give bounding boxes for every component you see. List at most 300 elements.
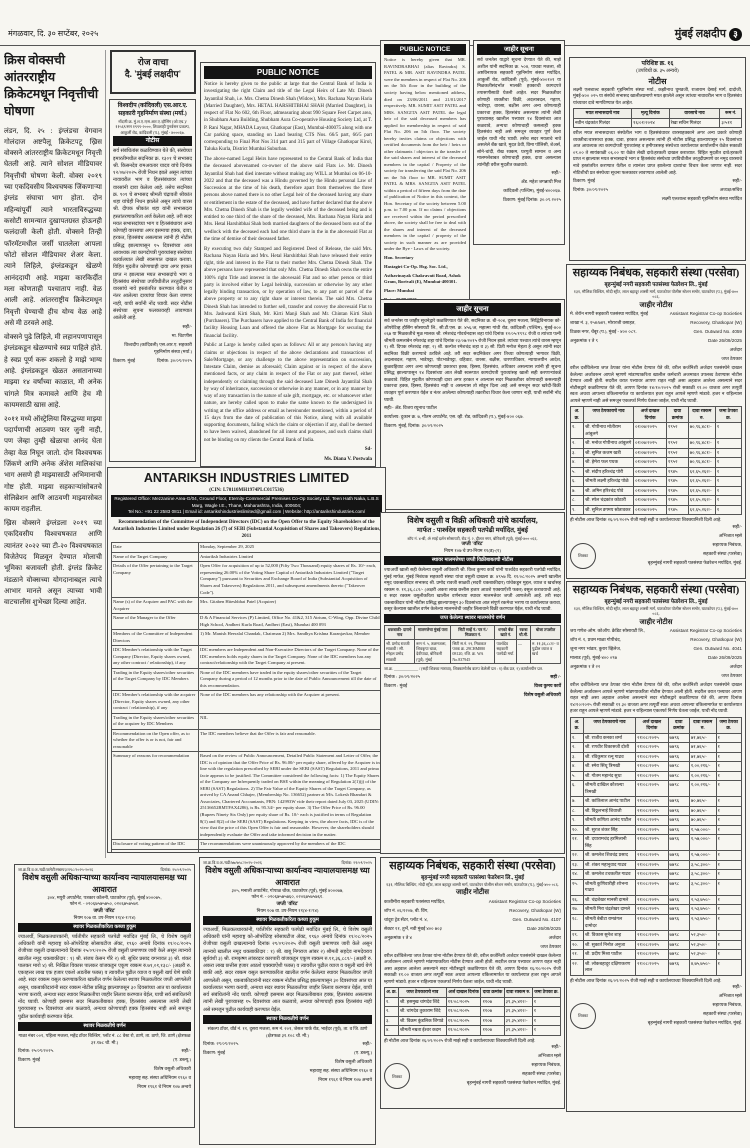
table-cell: श्री. रणधीर विकासजी दोशी xyxy=(583,743,635,753)
table-cell: १ xyxy=(715,467,741,477)
table-cell: १ xyxy=(715,423,741,439)
footer-left xyxy=(384,674,420,701)
table-row xyxy=(112,840,382,850)
court-title: विशेष वसुली अधिकाऱ्याच्या कार्यान्वय न्यायालयासमक्ष च्या आवारात xyxy=(205,866,370,887)
table-cell: ७७९६ xyxy=(668,914,689,930)
paragraph: मालाड (पूर्व), मुंबई-४०० ०९७ xyxy=(570,655,618,661)
table-cell: ७७९६ xyxy=(668,806,689,816)
footer-right xyxy=(662,178,742,205)
paragraph: लंडन, दि. २५ : इंग्लंडचा वेगवान गोलंदाज अष्टपैलू क्रिकेटपटू ख्रिस वोक्सने आंतरराष्ट्रीय क्रिकेटमधून निवृत्ती घेतली आहे. त्याने सोशल मीडियावर निवृत्तीची घोषणा केली. वोक्स २०१९ च्या एकदिवसीय विश्वचषक जिंकणाऱ्या इंग्लंड संघाचा भाग होता. दोन महिन्यांपूर्वी त्याने भारताविरुद्धच्या कसोटी सामन्यात दुखापतग्रस्त होऊनही फलंदाजी केली होती. वोक्सने तिन्ही फॉरमॅटमधील जर्सी घातलेला आपला फोटो सोशल मीडियावर शेअर केला. त्याने लिहिले, इंग्लंडकडून खेळणे आनंददायी आहे. माझ्या कारकिर्दीत मला कोणताही पश्चाताप नाही. वेळ आली आहे. आंतरराष्ट्रीय क्रिकेटमधून निवृत्ती घेण्याची हीच योग्य वेळ आहे असे मी ठरवले आहे. xyxy=(4,126,102,328)
table-cell: बोजा तपशील xyxy=(531,625,561,639)
table-cell: ११/०८/२०२५ xyxy=(446,1016,481,1026)
parishisht-line2: (उपविधी क्र. ३५ अन्वये) xyxy=(636,69,679,75)
table-cell: ०१/०७/२०२५ xyxy=(634,486,667,496)
registrar-en-block xyxy=(670,628,742,682)
warrant-line: जप्ती 'वॉरंट' xyxy=(276,901,299,907)
table-cell: Name of the Manager to the Offer xyxy=(112,614,199,630)
table-cell: १,००,२१६/- xyxy=(689,771,716,781)
table-cell: ७७९८ xyxy=(668,781,689,797)
table-row xyxy=(571,733,742,743)
table-cell: श्रीमती लक्ष्मी हरिश्चंद्र पोळे xyxy=(584,477,634,487)
article-body xyxy=(4,126,102,609)
paragraph: Ms. Diana V. Postwala xyxy=(324,457,372,463)
table-cell: None of the IDC members have traded in the equity shares/other securities of the Target Company during a period of 12 months prior to the date of Public Announcement till the date of this recommendation. xyxy=(199,668,382,691)
table-cell: ३. xyxy=(571,752,584,762)
table-cell: Antariksh Industries Limited xyxy=(199,552,382,562)
table-cell: ७७९६ xyxy=(668,816,689,826)
paragraph: जप्त ठेपकार xyxy=(721,356,742,362)
table-cell: २१/०८/२०२५ xyxy=(636,733,668,743)
table-cell: २१/०८/२०२५ xyxy=(636,895,668,905)
jahir-suchana-title: जाहीर सूचना xyxy=(384,303,561,316)
registrar-address: १३१, मौलिक बिल्डिंग, मोदी स्ट्रीट, लाल बहादूर शास्त्री मार्ग, घाटकोपर पोलीस स्टेशन समोर, घाटकोपर (प.), मुंबई-४०० ०८६. xyxy=(386,881,559,887)
table-cell: १९५२ xyxy=(666,448,688,458)
table-cell: १ xyxy=(715,486,741,496)
table-cell: ३. xyxy=(385,1016,399,1026)
ref-date: दिनांक: २९/०९/२०२५ xyxy=(341,860,372,865)
table-cell: ६२,६५,२६२/- xyxy=(688,477,715,487)
table-row xyxy=(571,914,742,930)
table-cell: १ xyxy=(716,752,741,762)
table-cell: ६२,६५,२६२/- xyxy=(688,496,715,506)
table-cell: श्री. प्रमोद रावजी साळवी / सौ. स्नेहल प्रमोद साळवी xyxy=(385,639,415,664)
paragraph: Date 26/09/2025 xyxy=(708,655,742,661)
contact-line: Tel No.: +91 22 2583 0811 | Email id: antarikshindustrieslimited@gmail.com | Website: http://antarikshindustries.com/ xyxy=(127,509,366,515)
masthead xyxy=(8,28,742,42)
public-notice-signoff xyxy=(204,446,372,467)
public-notice-postwala xyxy=(200,62,376,467)
paragraph: सहकारी संस्था (परसेवा) xyxy=(703,1011,742,1017)
table-cell: दावा रक्कम रु. xyxy=(688,407,715,423)
table-cell: श्रीमती दाखिल कौशल्या त्रिमखी xyxy=(583,781,635,797)
table-cell: श्री. विक्रम कुंडलिक शिंगाडे xyxy=(398,1016,446,1026)
table-row xyxy=(571,905,742,915)
table-row xyxy=(112,849,382,853)
table-cell: श्री. विठ्ठलभाई शिवाजी xyxy=(583,806,635,816)
table-cell: २१/०८/२०२५ xyxy=(636,931,668,941)
footer-right xyxy=(524,674,561,701)
table-cell: ६२,६५,२६२/- xyxy=(688,486,715,496)
table-cell: ५२,३५०/- xyxy=(689,940,716,950)
notice-signoff xyxy=(113,324,192,355)
table-cell: १८. xyxy=(571,914,584,930)
court-phone: फोन नं. - ०२०६७५७५७६०, ०२०६७५७५७६१. xyxy=(251,894,324,900)
table-row xyxy=(571,806,742,816)
notice-body: ज्याअर्थी, मिळकतधारकांनी, पर्वतीपीर सहकारी पतपेढी मर्यादित मुंबई लि., चे विशेष वसुली अधिकारी यांनी महाराष्ट्र को-ऑपरेटिव्ह सोसायटीज ॲक्ट, १९६० अन्वये दिनांक ११/०८/२०२५ रोजीच्या वसुली दाखल्यान्वये दिनांक २९/०९/२०२५ रोजी वसुली प्रमाणपत्र जारी केले असून त्यान्वये खालील नमूद थकबाकीदार : १) श्री. बाबू निगराज आंबर २) श्रीमती सहदेव नामदेवराव सुर्यवंशी ३) श्री. रामकृष्ण लांबरदार कारपारी यांजकडून एकूण रक्कम रु.११,३६,८८१/- (अक्षरी रु. अकरा लाख छत्तीस हजार आठशे एक्क्याऐंशी फक्त) व त्यावरील पुढील व्याज व वसुली खर्च येणे बाकी आहे. सदर रक्कम वसूल करण्याकरिता खालील वर्णन केलेल्या स्थावर मिळकतीवर जप्ती आणलेली असून, थकबाकीदारांनी सदर रक्कम नोटीस प्रसिद्ध झाल्यापासून ३० दिवसांच्या आत या कार्यालयात भरणा करावी, अन्यथा सदर स्थावर मिळकतीचा जाहीर लिलाव करण्यात येईल, याची सर्व संबंधितांनी नोंद घ्यावी. कोणाही इसमास सदर मिळकतीबाबत हक्क, हितसंबंध असल्यास त्यांनी लेखी पुराव्यासह १५ दिवसांच्या आत कळवावे, अन्यथा कोणाचाही हक्क हितसंबंध नाही असे समजून पुढील कार्यवाही करण्यात येईल. xyxy=(203,927,372,1013)
ref-date: दिनांक: २५/०९/२०२५ xyxy=(160,867,191,872)
table-cell: ७०,७६५/- xyxy=(689,797,716,807)
sahayyak-nibandhak-notice-1 xyxy=(566,264,746,579)
table-cell: २२. xyxy=(571,959,584,975)
public-notice-body: Notice is hereby given that MR. RAVINDRABHAI (alias Ravindra) S. PATEL & MR. ASIT RAVINDRA PATEL were the members in respect of Flat No. 206 on the 5th floor in the building of the society having below mentioned address, died on 23/06/2011 and 21/01/2017 respectively. MR. SUMIT ASIT PATEL and MRS. SANGITA ASIT PATEL the legal heir of the said deceased members has applied for membership in respect of said Flat No. 206 on 5th floor. The society hereby invites claims or objections with certified documents from the heir / heirs or other claimants / objectors to the transfer of the said shares and interest of the deceased members in the capital / Property of the society for transferring the said Flat No. 206 on the 5th floor to MR. SUMIT ASIT PATEL & MRS. SANGITA ASIT PATEL within a period of fifteen days from the date of publication of Notice in this context, the Hon. Secretary of the society between 5.00 p.m. to 7.00 p.m. If no claims / objections are received within the period prescribed above, the society shall be free to deal with the shares and interest of the deceased members in the capital / property of the society in such manner as are provided under the Bye - Laws of the society. xyxy=(384,57,466,252)
table-cell: श्री. शंकर महानुवाद गाढव xyxy=(583,860,635,870)
paragraph: अनुक्रमांक १ ते २२ xyxy=(570,664,601,670)
antariksh-announcement xyxy=(107,467,386,853)
table-cell: ०१/०७/२०२५ xyxy=(634,458,667,468)
rule-line: नियम १०७ वा. उप-नियम ११(४-१/९४) xyxy=(256,908,319,914)
table-cell: ६. xyxy=(571,477,584,487)
table-cell: श्री. कांतिलाल आनंद पाटील xyxy=(583,797,635,807)
paragraph: Asthavinayak Chakravati Road, Ashok Gram, Borivali (E), Mumbai-400301. xyxy=(384,272,461,285)
table-cell: श्रीमती मिरा चंद्रशेखर दामले xyxy=(583,905,635,915)
registrar-address: १३१, मौलिक बिल्डिंग, मोदी स्ट्रीट, लाल बहादूर शास्त्री मार्ग, घाटकोपर पोलीस स्टेशन समोर, घाटकोपर (प.), मुंबई-४०० ०८६. xyxy=(573,288,739,300)
notice-footer xyxy=(113,358,192,365)
parishisht-intro: लक्ष्मी एलशाल्ट सहकारी गृहनिर्माण संस्था मर्या., कझीनाथ घुमडजी, राजाराम देसाई मार्ग, दादोजी, मुंबई-४०० ०२५ या संस्थेचे सभासद खालीलप्रमाणे मयत झालेले असून त्यांच्या नावावरील भाग व हितसंबंध यांच्यावर दावे मागविण्यात येत आहेत. xyxy=(573,86,742,105)
table-cell: श्री. सुनिल डगमय स्रोतावकर xyxy=(584,505,634,515)
paragraph: सही/- ॲड. विजय रघुनाथ पाटील xyxy=(384,405,437,411)
applicant-block xyxy=(384,899,445,953)
paragraph: ठिकाण: मुंबई दिनांक: ३०.०९.२०२५ xyxy=(503,197,561,203)
roj-vacha-line2: दै. 'मुंबई लक्षदीप' xyxy=(124,69,182,80)
table-cell: ८. xyxy=(571,496,584,506)
table-row xyxy=(571,879,742,895)
table-cell: १ xyxy=(715,505,741,515)
table-cell: १ xyxy=(716,940,741,950)
paragraph: ॲड. महेश जगन्नाथी मिश्र xyxy=(521,179,561,185)
table-cell: ०१/०७/२०२५ xyxy=(634,477,667,487)
table-cell: ३. xyxy=(571,448,584,458)
table-cell: वारसाचे नाव xyxy=(669,109,720,119)
table-cell: ७०,७६५/- xyxy=(689,806,716,816)
table-cell: श्री. लोकबहादुर दक्षिणकरण लाल xyxy=(583,959,635,975)
jahir-suchana-signoff xyxy=(384,405,561,430)
table-row xyxy=(112,646,382,669)
table-row xyxy=(571,717,742,733)
table-cell: १ xyxy=(715,448,741,458)
paragraph: सही/- xyxy=(732,523,742,529)
table-cell: २१/०८/२०२५ xyxy=(636,905,668,915)
paragraph: सही/- xyxy=(362,1041,372,1047)
table-cell: ९. xyxy=(571,505,584,515)
table-cell: ७१,७६५/- xyxy=(689,743,716,753)
paragraph: बृहन्मुंबई नागरी सहकारी पतसंस्था फेडरेशन मर्यादित, मुंबई. xyxy=(466,1080,561,1086)
office-title: विशेष वसुली व विक्री अधिकारी यांचे कार्यालय, xyxy=(407,516,538,525)
table-cell: जमा ठेपका क्र. xyxy=(532,988,560,998)
table-cell: ७७९६ xyxy=(668,835,689,851)
page-number-badge: ३ xyxy=(729,28,742,41)
registrar-subtitle: बृहन्मुंबई नगरी सहकारी पतसंस्था फेडरेशन लि., मुंबई xyxy=(604,598,708,605)
table-cell: १ xyxy=(716,905,741,915)
table-cell: २०. xyxy=(571,940,584,950)
paragraph: नियम १९६१ चे नियम १०७ अन्वये xyxy=(318,1077,372,1083)
table-cell: १९४५ xyxy=(666,496,688,506)
notice-body: ज्याअर्थी, मिळकतधारकांनी, पर्वतीपीर सहकारी पतपेढी मर्यादित मुंबई लि., चे विशेष वसुली अधिकारी यांनी महाराष्ट्र को-ऑपरेटिव्ह सोसायटीज ॲक्ट, १९६० अन्वये दिनांक ११/०८/२०२५ रोजीच्या वसुली दाखल्यान्वये दिनांक २५/०९/२०२५ रोजी वसुली प्रमाणपत्र जारी केले असून त्यान्वये खालील नमूद थकबाकीदार : १) श्री. संजय केसन गौरे २) श्री. सुधिर प्रसाद यगनावत ३) श्री. शंकर पालकर मारो ४) श्री. निखिल विकास पालकर यांजकडून एकूण रक्कम रु.७१,०१,१३८/- (अक्षरी रु. एकाहत्तर लाख एक हजार एकशे अडतीस फक्त) व त्यावरील पुढील व्याज व वसुली खर्च येणे बाकी आहे. सदर रक्कम वसूल करण्याकरिता खालील वर्णन केलेल्या स्थावर मिळकतीवर जप्ती आणलेली असून, थकबाकीदारांनी सदर रक्कम नोटीस प्रसिद्ध झाल्यापासून ३० दिवसांच्या आत या कार्यालयात भरणा करावी, अन्यथा सदर स्थावर मिळकतीचा जाहीर लिलाव करण्यात येईल, याची सर्व संबंधितांनी नोंद घ्यावी. कोणाही इसमास सदर मिळकतीबाबत हक्क, हितसंबंध असल्यास त्यांनी लेखी पुराव्यासह १५ दिवसांच्या आत कळवावे, अन्यथा कोणाचाही हक्क हितसंबंध नाही असे समजून पुढील कार्यवाही करण्यात येईल. xyxy=(18,934,191,1020)
bar-property-description: जप्त केलेल्या स्थावर मालमत्तेचे वर्णन xyxy=(384,614,561,623)
dotted-line: जा.क्र. ____________ / (सही शिक्का मारावा), शिक्कामोर्तब वाटप केलेली प्रत : १) बँक प्रत, २) कार्यालयीन प्रत. xyxy=(384,666,543,672)
table-row xyxy=(571,407,742,423)
sahayyak-nibandhak-notice-2 xyxy=(566,581,746,1112)
table-cell: श्री. गौतम महानंद सुधा xyxy=(583,771,635,781)
table-cell: ६२,६५,२६२/- xyxy=(688,505,715,515)
table-cell: १९४५ xyxy=(666,486,688,496)
table-cell: १,५७,०००/- xyxy=(689,851,716,861)
paragraph: Public at Large is hereby called upon as follows: All or any person/s having any claims or objections in respect of the above declarations and transactions of Sale/Mortgage, or any challenge to the above representation on succession, Intestate Claim, demise as aforesaid; Claim against or in respect of the above mentioned facts, or any claim in respect of the Flat or any part thereof, either independently or claiming through the said deceased Late Dinesh Jayantilal Shah by way of inheritance, succession or otherwise in any manner, or in any manner by way of any transaction in the nature of sale gift, mortgage, etc. or whatsoever other nature, are hereby called upon to make the same known to the undersigned in writing at the office address or email as hereinunder mentioned, within a period of 15 days from the date of publication of this Notice, along with all available supporting documents, failing which the claim or objection if any, shall be deemed to have been waived, abandoned for all intent and purposes, and such claims shall not be binding on my clients the Central Bank of India. xyxy=(204,343,372,443)
table-cell: ७. xyxy=(571,486,584,496)
notice-body: वरील दर्शविलेल्या जप्त ठेपका यांना नोटीस देण्यात येते की, वरील कर्जनिशी अर्जदार पतसंस्थेने दाखल केलेल्या अर्जावरून आपले म्हणणे मांडण्याकरिता नोटीस देण्यात आली होती. सदरील वरात पत्त्यावर आपण राहत नाही असा अहवाल आलेला असल्याने सदर नोटीसद्वारे कळविण्यात येते की, आपण दिनांक १४/१०/२०२५ रोजी सकाळी ११.३० वाजता अगर तत्पूर्वी स्वतः अथवा आपल्या वकिलामार्फत या कार्यालयात हजर राहून आपले म्हणणे मांडावे. हजर न राहिल्यास एकतर्फा निर्णय घेतला जाईल, याची नोंद घ्यावी. xyxy=(570,682,742,714)
table-cell: १६. xyxy=(571,895,584,905)
table-cell: १ xyxy=(715,477,741,487)
roj-vacha-line1: रोज वाचा xyxy=(137,57,169,67)
table-cell: १. xyxy=(385,997,399,1007)
table-cell: अ. क्र. xyxy=(571,717,584,733)
paragraph: By executing two duly Stamped and Registered Deed of Release, the said Mrs. Rachana Nayan Haria and Mrs. Hetal Harshitbhai Shah have released their entire right, title and interest in the Flat to their mother Mrs. Chetna Dinesh Shah. The above persons have represented that only Mrs. Chetna Dinesh Shah owns the entire 100% right Title and interest in the abovesaid Flat and no other person or third party is involved either by Legal heirship, succession or otherwise by any other legally binding transaction, or by operation of law, to any part or parcel of the above property or to any right share or interest therein. The said Mrs. Chetna Dinesh Shah has intended to further sell, transfer and convey the abovesaid Flat to Mrs. Jashwanti Kirti Shah, Mr. Kirti Manji Shah and Mr. Chintan Kirti Shah (Purchasers). The Purchasers have applied to the Central Bank of India for financial facility Housing Loan and offered the above Flat as Mortgage for securing the financial facility. xyxy=(204,246,372,339)
office-subtitle: मार्फत : पार्श्वदेव सहकारी पतपेढी मर्यादित, मुंबई xyxy=(417,527,528,535)
table-cell xyxy=(112,849,199,853)
table-cell: २१/०८/२०२५ xyxy=(636,940,668,950)
table-cell: ३/५११ xyxy=(720,118,742,128)
table-cell: १४. xyxy=(571,870,584,880)
table-row xyxy=(571,486,742,496)
table-row xyxy=(571,781,742,797)
public-notice-hastagiri xyxy=(380,40,470,327)
table-cell: ६. xyxy=(571,781,584,797)
jahir-notice-label: जाहीर नोटीस xyxy=(639,300,673,309)
sign-row xyxy=(570,984,742,1029)
table-cell: अर्ज दाखल दिनांक xyxy=(634,407,667,423)
table-cell: ३,५८,३००/- xyxy=(689,870,716,880)
table-row xyxy=(112,630,382,646)
table-cell: १६/०१/२०२४ xyxy=(632,118,670,128)
table-cell: १५. xyxy=(571,879,584,895)
table-row xyxy=(571,825,742,835)
table-cell: १ xyxy=(532,1026,560,1036)
paragraph: Gen. Outward No. 4107 xyxy=(512,916,561,922)
table-cell: १ xyxy=(716,806,741,816)
table-cell: ३९,३५,४१२/- xyxy=(504,1026,532,1036)
table-cell: २१/०८/२०२५ xyxy=(636,851,668,861)
table-cell: ३,५८,३००/- xyxy=(689,879,716,895)
table-cell: १ xyxy=(532,1007,560,1017)
registrar-header: सहाय्यक निबंधक, सहकारी संस्था (परसेवा) xyxy=(572,584,740,596)
table-cell: श्री. चंद्रशेखर मानसी दामले xyxy=(583,895,635,905)
jahir-suchana-body: सर्व जनतेस या जाहीर सूचनेद्वारे कळविण्यात येते की, सदनिका क्र. बी-२०४, दुसरा मजला, सिद्धिविनायक को-ऑपरेटिव्ह हौसिंग सोसायटी लि., सी.टी.एस. क्र. ४५६/अ, महात्मा गांधी रोड, कांदिवली (पश्चिम), मुंबई-४०० ०६७ या मिळकतीचे मूळ मालक श्री. रमेशचंद्र गोवर्धनदास शहा यांचे दिनांक १२/०५/१९९८ रोजी व त्यांच्या पत्नी श्रीमती कमलाबेन रमेशचंद्र शहा यांचे दिनांक २३/०७/२०१५ रोजी निधन झाले. त्यांच्या पश्चात त्यांचे वारस म्हणून १) श्री. दिपक रमेशचंद्र शहा, २) श्री. कल्पेश रमेशचंद्र शहा व ३) सौ. प्रिती मनोज मेहता हे असून त्यांनी सदर सदनिका विक्री करण्याचे ठरविले आहे. तरी सदर सदनिकेवर अगर तिच्या कोणत्याही भागावर विक्री, अदलाबदल, गहाण, भाडेपट्टा, पोटभाडेपट्टा, वहिवाट, वारसा, बक्षीस, धारणाधिकार, न्यायालयीन आदेश, कुळवहिवाट अगर अन्य कोणत्याही प्रकारचा हक्क, हिस्सा, हितसंबंध, अधिकार असल्यास त्यांनी ही सूचना प्रसिद्ध झाल्यापासून १४ दिवसांच्या आत लेखी स्वरूपात कागदोपत्री पुराव्यांसह खाली सही करणाऱ्यांकडे कळवावे. विहित मुदतीत कोणाचाही दावा अगर हरकत न आल्यास सदर मिळकतीवर कोणाचाही कसल्याही प्रकारचा हक्क, हिस्सा, हितसंबंध नाही व असल्यास तो सोडून दिला आहे असे समजून सदर खरेदी-विक्री व्यवहार पूर्ण करण्यात येईल व नंतर आलेल्या कोणत्याही तक्रारीचा विचार केला जाणार नाही, याची सर्वांनी नोंद घ्यावी. xyxy=(384,318,561,402)
paragraph: सही /- xyxy=(550,673,561,679)
table-cell: Mrs. Gitaben Hiteshbhai Patel (Acquirer) xyxy=(199,598,382,614)
table-cell: IDC members are Independent and Non-Executive Directors of the Target Company. None of the IDC members holds equity shares in the Target Company. None of the IDC members has any contract/relationship with the Target Company at present. xyxy=(199,646,382,669)
bar-attachment: स्थावर मालमत्तेच्या जप्ती विक्रीबाबतची नोटीस xyxy=(384,556,561,565)
table-cell: दावा क्रमांक xyxy=(666,407,688,423)
table-cell xyxy=(199,849,382,853)
table-cell: ५. xyxy=(571,771,584,781)
paragraph: सहाय्यक निबंधक, xyxy=(531,1062,561,1068)
table-cell: ७७९८ xyxy=(668,870,689,880)
paragraph: महाराष्ट्र सह. संस्था अधिनियम १९६० व xyxy=(309,1068,372,1074)
paragraph: शॉप नं. ०६/१२०७, बी. विंग, xyxy=(384,907,429,913)
depositor-table xyxy=(570,717,742,976)
company-office-bar xyxy=(111,495,382,517)
paragraph: Date 26/09/2025 xyxy=(708,338,742,344)
paragraph: Recovery, Ghatkopar (W) xyxy=(509,907,561,913)
table-cell: मालमत्तेचा मुंबई पत्ता xyxy=(415,625,451,639)
paragraph: २०११ मध्ये ऑस्ट्रेलिया विरुद्धच्या माझ्या पदार्पणाची आठवण फार जुनी नाही, पण जेव्हा तुम्ही खेळाचा आनंद घेता तेव्हा वेळ निघून जातो. दोन विश्वचषक जिंकणे आणि अनेक ॲशेस मालिकांचा भाग असणे ही माझ्यासाठी अभिमानाची गोष्ट होती. माझ्या सहकाऱ्यांसोबतचे सेलिब्रेशन आणि आठवणी माझ्यासोबत कायम राहतील. xyxy=(4,414,102,514)
table-cell: जप्त ठेपकाराचे नाव xyxy=(398,988,446,998)
table-cell: श्री. प्रदीप मिश्रा पाटील xyxy=(583,950,635,960)
public-notice-body xyxy=(204,81,372,444)
court-address: ३०४, मयुरी अपार्टमेंट, पत्रकार कॉलनी, घाटकोपर (पूर्व), मुंबई ४०००७५, xyxy=(47,894,162,900)
table-cell: NIL xyxy=(199,713,382,729)
bar-possession-order: स्थावर मिळकतीकरिता कब्जा हुकूम xyxy=(203,916,372,925)
roj-vacha-box xyxy=(110,50,196,94)
table-cell: १०. xyxy=(571,825,584,835)
column-rule xyxy=(105,50,106,858)
registrar-subtitle: बृहन्मुंबई नगरी सहकारी पतसंस्था फेडरेशन लि., मुंबई xyxy=(421,874,524,881)
parishisht-line1: परिशिष्ट क्र. १६ xyxy=(641,61,674,67)
paragraph: अर्जदार xyxy=(729,664,742,670)
table-cell: Details of the Offer pertaining to the Target Company xyxy=(112,562,199,598)
paragraph: सही/- xyxy=(181,1048,191,1054)
table-cell: २. xyxy=(385,1007,399,1017)
table-row xyxy=(385,1007,561,1017)
table-cell: Name (s) of the Acquirer and PAC with the Acquirer xyxy=(112,598,199,614)
footer-note: ही नोटीस आज दिनांक २६/०९/२०२५ रोजी माझे सही व कार्यालयाच्या शिक्क्यानिशी दिली आहे. xyxy=(384,1037,536,1043)
table-cell: १९. xyxy=(571,931,584,941)
table-row xyxy=(112,552,382,562)
table-row xyxy=(571,439,742,449)
table-cell: ४. xyxy=(385,1026,399,1036)
notice-body: सर्व संबंधितांस कळविण्यात येते की, संस्थेच्या इमारतीमधील सदनिका क्र. १३०१ चे सभासद श्री. किसनदेव रामअवतार यादव यांचे दिनांक १२/०७/२०२५ रोजी निधन झाले असून त्यांच्या नावावरील भाग व हितसंबंधावर त्यांच्या वारसांनी दावा केलेला आहे. तसेच सदनिका क्र. ९०१ चे सभासद श्रीमती चंद्रावती श्रीकांत शहा यांचेही निधन झालेले असून त्यांचे वारस श्री. दीपक श्रीकांत शहा यांनी सभासदत्व हस्तांतरणाकरिता अर्ज केलेला आहे. तरी सदर मयत सभासदांच्या भाग व हितसंबंधावर अन्य कोणाही वारसाचा अगर इसमाचा हक्क, दावा, हरकत, हितसंबंध असल्यास त्यांनी ही नोटीस प्रसिद्ध झाल्यापासून १५ दिवसांच्या आत आवश्यक त्या कागदोपत्री पुराव्यांसह संस्थेच्या कार्यालयात लेखी स्वरूपात दाखल करावा. विहित मुदतीत कोणाचाही दावा अगर हरकत प्राप्त न झाल्यास मयत सभासदांचे भाग व हितसंबंध संस्थेच्या उपविधीतील तरतुदीनुसार वारसांचे नावे हस्तांतरित करण्यात येतील व नंतर आलेल्या दाव्यांचा विचार केला जाणार नाही, याची सर्वांनी नोंद घ्यावी. सदर नोटीस संस्थेच्या सूचना फलकावरही लावण्यात आलेली आहे. xyxy=(113,149,192,322)
table-row xyxy=(574,118,742,128)
parishisht-footer xyxy=(573,178,742,205)
place-line: ठिकाण: मुंबई xyxy=(113,357,135,363)
table-cell: २१/०८/२०२५ xyxy=(636,762,668,772)
table-cell: २१/०८/२०२५ xyxy=(636,781,668,797)
table-row xyxy=(571,505,742,515)
table-cell: श्रीमती नम्रता ईश्वर कदम xyxy=(398,1026,446,1036)
paragraph: ठिकाण: मुंबई xyxy=(573,178,595,184)
table-row xyxy=(385,1016,561,1026)
paragraph: Recovery, Ghatkopar (W) xyxy=(690,636,742,642)
footer-left xyxy=(18,1048,54,1093)
table-row xyxy=(112,543,382,553)
jahir-suchana-title: जाहीर सूचना xyxy=(477,44,561,55)
company-cin: (CIN: L70110MH1974PLC017536) xyxy=(209,487,284,493)
table-cell: रु. ११,३६,८८१/- व पुढील व्याज व खर्च xyxy=(531,639,561,664)
paragraph: Hon. Secretary xyxy=(384,254,414,260)
table-cell: १९४५ xyxy=(666,477,688,487)
table-cell: १९५२ xyxy=(666,458,688,468)
paragraph: शॉप नं. १, प्रथम माळा गोपीचंद, xyxy=(570,636,621,642)
table-row xyxy=(571,771,742,781)
notice-footer xyxy=(384,674,561,701)
table-cell: १९४५ xyxy=(666,505,688,515)
table-cell: १ xyxy=(715,496,741,506)
jahir-notice-label: जाहीर नोटीस xyxy=(639,617,673,626)
table-cell: २१/०८/२०२५ xyxy=(636,743,668,753)
paragraph: महाराष्ट्र सह. संस्था अधिनियम १९६० व xyxy=(128,1075,191,1081)
table-cell: २१/०८/२०२५ xyxy=(636,771,668,781)
recovery-court-notice-center xyxy=(199,857,376,1145)
registrar-address: १३१, मौलिक बिल्डिंग, मोदी स्ट्रीट, लाल बहादूर शास्त्री मार्ग, घाटकोपर पोलीस स्टेशन समोर, घाटकोपर (प.), मुंबई-४०० ०८६. xyxy=(573,605,739,617)
table-cell: Summary of reasons for recommendation xyxy=(112,752,199,840)
table-cell: दावा रक्कम रु. xyxy=(504,988,532,998)
table-cell: ११. xyxy=(571,835,584,851)
table-cell: श्री. सुरज शंकर सिंह xyxy=(583,825,635,835)
table-row xyxy=(571,762,742,772)
table-cell: Disclosure of voting pattern of the IDC xyxy=(112,840,199,850)
table-cell: ०१/०७/२०२५ xyxy=(634,448,667,458)
paragraph: सहकारी संस्था (परसेवा) xyxy=(703,550,742,556)
table-cell: १ xyxy=(716,835,741,851)
sign-block xyxy=(648,984,742,1029)
table-cell: Name of the Target Company xyxy=(112,552,199,562)
table-cell: दावा रक्कम रु. xyxy=(689,717,716,733)
notice-body: ज्याअर्थी खाली सही केलेल्या वसुली अधिकारी श्री. विश्व कुमय कार्वे यांनी पार्श्वदेव सहकारी पतपेढी मर्यादित, मुंबई मार्फत, मुंबई निबंधक सहकारी संस्था यांचा वसुली दाखला क्र. ४९५७ दि. ११/०८/२०२५ अन्वये खालील नमूद थकबाकीदार सभासद श्री. प्रमोद रावजी साळवी (सदरी थकबाकीदार) यांचेकडून मुद्दल, व्याज व खर्चासह रक्कम रु. ११,३६,८८१/- (अक्षरी अकरा लाख छत्तीस हजार आठशे एक्क्याऐंशी फक्त) वसूल करावयाची आहे; व सदर रक्कम वसुलीकरिता खालील वर्णनाच्या स्थावर मालमत्तेवर जप्ती आणलेली आहे. तरी सदर थकबाकीदार यांनी नोटीस प्रसिद्ध झाल्यापासून ३० दिवसांच्या आत संपूर्ण रकमेचा भरणा या कार्यालयात करावा, कसूर केल्यास खालील वर्णन केलेल्या मालमत्तेची जाहीर लिलावाने विक्री करण्यात येईल, याची नोंद घ्यावी. xyxy=(384,567,561,612)
table-cell: ११०७ xyxy=(481,1016,504,1026)
table-cell: ११/०८/२०२५ xyxy=(446,1026,481,1036)
brand xyxy=(675,28,742,42)
table-row xyxy=(385,997,561,1007)
warrant-line: जप्ती 'वॉरंट' xyxy=(93,908,116,914)
registrar-header: सहाय्यक निबंधक, सहकारी संस्था (परसेवा) xyxy=(389,860,556,872)
table-row xyxy=(571,870,742,880)
table-cell: श्री. गोपीनाथ मोतीराम आंबुलगे xyxy=(584,423,634,439)
table-cell: Trading in the Equity shares/other securities of the acquirer by IDC Members xyxy=(112,713,199,729)
table-cell: अ. क्र. xyxy=(571,407,584,423)
table-cell: २१/०८/२०२५ xyxy=(636,816,668,826)
table-cell: २१/०८/२०२५ xyxy=(636,870,668,880)
paragraph: Gen. Outward No. 4041 xyxy=(693,646,742,651)
table-row xyxy=(112,598,382,614)
footer-right xyxy=(129,1048,191,1093)
depositor-table xyxy=(570,406,742,515)
table-cell: ७७९८ xyxy=(668,931,689,941)
table-cell: १ xyxy=(716,879,741,895)
paragraph: सही/- xyxy=(732,984,742,990)
table-cell: श्री. संदीप हरिश्चंद्र पोरी xyxy=(584,467,634,477)
table-cell: रूम नं. xyxy=(720,109,742,119)
table-cell: १२. xyxy=(571,851,584,861)
table-cell: ३,५८,३००/- xyxy=(689,860,716,870)
table-cell: १ xyxy=(716,733,741,743)
table-cell: १९५२ xyxy=(666,423,688,439)
table-cell: ११/०८/२०२५ xyxy=(446,1007,481,1017)
table-cell: १ xyxy=(715,458,741,468)
paragraph: विशेष वसुली अधिकारी xyxy=(153,1066,191,1072)
table-cell: अर्ज दाखल दिनांक xyxy=(636,717,668,733)
jahir-suchana-wide xyxy=(380,299,565,510)
table-cell: ७७९८ xyxy=(668,860,689,870)
party-blocks xyxy=(570,628,742,682)
table-cell: श्रीमती बेबीटा रामडंगल दामोदर xyxy=(583,914,635,930)
paragraph: The above-named Legal Heirs have represented to the Central Bank of India that the deceased abovenamed co-owner of the above said Flats i.e. Mr. Dinesh Jayantilal Shah had died intestate without making any WILL at Mumbai on 06-10-2022 and that the deceased was a Hindu governed by the Hindu personal Law of Succession at the time of his death, therefore apart from themselves the three persons above named there is no other Legal heir of the deceased having any share or entitlement in the estate of the deceased, and have further declared that the above Mrs. Chetna Dinesh Shah is the legally wedded wife of the deceased being and is entitled to one third of the share of the deceased, Mrs. Rachana Nayan Haria and Mrs. Hetal Harshitbhai Shah both married daughters of the deceased born out of the wedlock with the deceased each had one third share in the in the abovesaid Flat at the time of demise of their deceased father. xyxy=(204,157,372,242)
table-row xyxy=(112,614,382,630)
jahir-suchana-signoff xyxy=(477,170,561,204)
cricket-article xyxy=(4,52,102,858)
table-cell: २१. xyxy=(571,950,584,960)
table-cell: ७०,९६,४८१/- xyxy=(688,458,715,468)
table-cell: ४,७५,७५०/- xyxy=(689,959,716,975)
rule-line: नियम १०७ चे उप-नियम ११(ड)-(१) xyxy=(444,548,501,554)
table-cell: २१/०८/२०२५ xyxy=(636,825,668,835)
table-cell: ७०,७६५/- xyxy=(689,816,716,826)
table-row xyxy=(112,691,382,714)
ref-number: जा.क्र.वि.व.अ./यडी/कमेटी/सबस/३/१९८/२०२५-२०२६ xyxy=(18,867,94,872)
table-cell: १ xyxy=(716,950,741,960)
table-cell: ७१,७६५/- xyxy=(689,733,716,743)
notice-label: नोटीस xyxy=(113,136,192,146)
paragraph: सहकारी संस्था (परसेवा) xyxy=(522,1071,561,1077)
paragraph: जप्त ठेपकार xyxy=(721,673,742,679)
table-cell: १ xyxy=(532,1016,560,1026)
table-cell: १ xyxy=(716,860,741,870)
table-cell: ०१/०७/२०२५ xyxy=(634,496,667,506)
paragraph: Recovery, Ghatkopar (W) xyxy=(690,319,742,325)
paragraph: बृहन्मुंबई नागरी सहकारी पतसंस्था फेडरेशन मर्यादित, मुंबई. xyxy=(647,1020,742,1026)
table-cell: ३९,३५,४१२/- xyxy=(504,997,532,1007)
footer-left xyxy=(573,178,608,205)
paragraph: सहाय्यक निबंधक, xyxy=(712,541,742,547)
paragraph: ठिकाण: मुंबई xyxy=(203,1050,225,1056)
